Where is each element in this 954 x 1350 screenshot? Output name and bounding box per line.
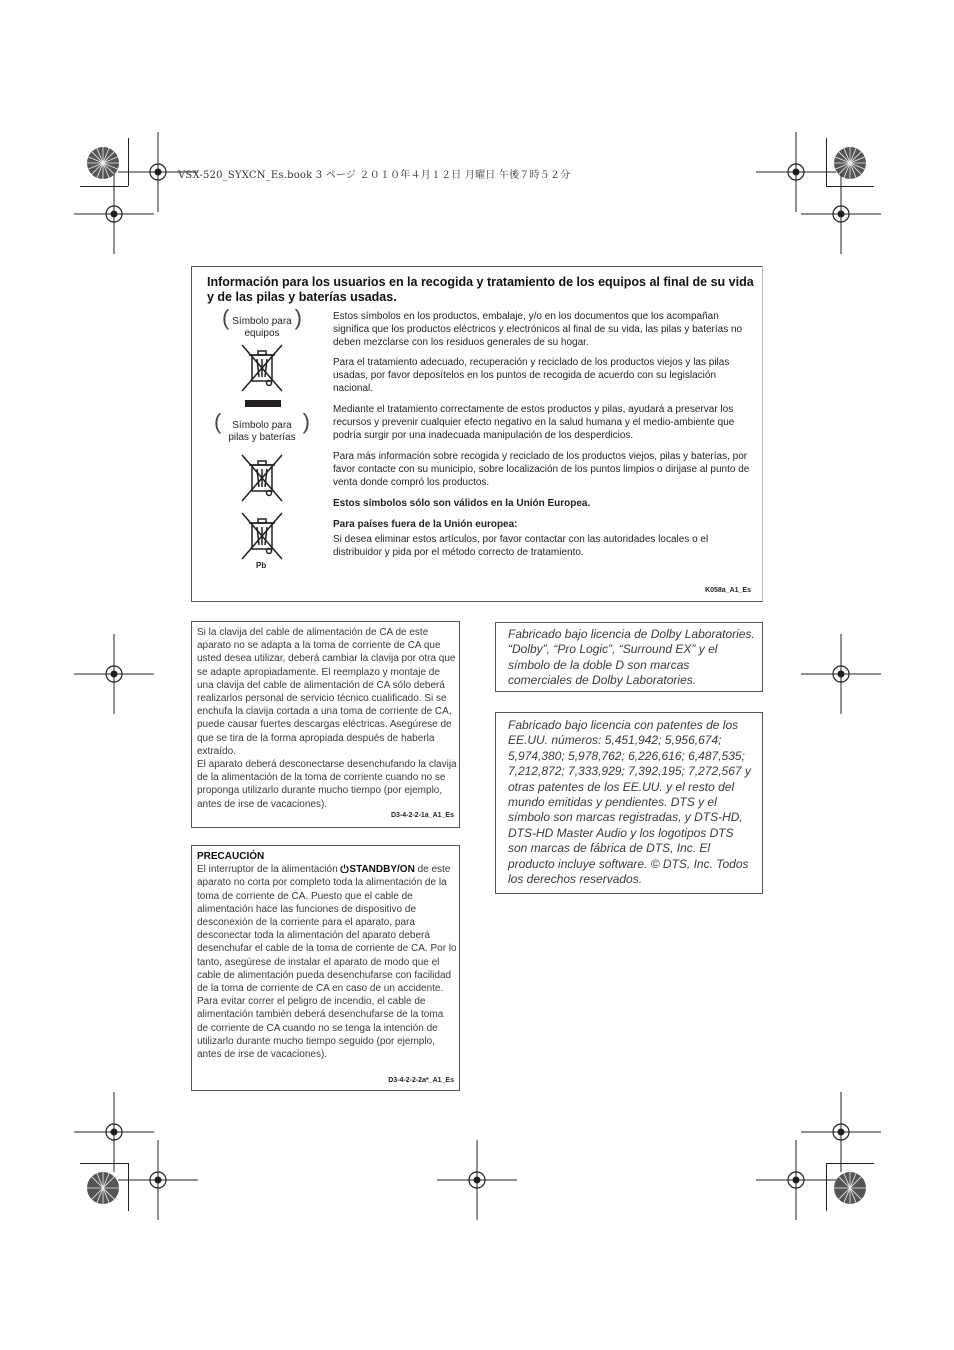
symbol-equipment-label: ( Símbolo para equipos ) bbox=[222, 305, 302, 339]
crossed-bin-battery-icon bbox=[238, 453, 286, 505]
weee-paragraph-2: Para el tratamiento adecuado, recuperación y reciclado de los productos viejos y las pilas usadas, por favor deposítelos en los puntos de recogida de acuerdo con su legislación nacional. bbox=[333, 357, 730, 395]
registration-mark bbox=[756, 1140, 836, 1220]
crossed-bin-icon bbox=[238, 343, 286, 395]
plug-notice-text: Si la clavija del cable de alimentación de CA de este aparato no se adapta a la toma de corriente de CA que usted desea utilizar, deberá cambiar la clavija por otra que se adapte apropiadamente. El reemplazo y montaje de una clavija del cable de alimentación de CA sólo deberá realizarlos personal de servicio técnico cualificado. Si se enchufa la clavija cortada a una toma de corriente de CA, puede causar fuertes descargas eléctricas. Asegúrese de que se tira de la forma apropiada después de haberla extraído. El aparato deberá desconectarse desenchufando la clavija de la alimentación de la toma de corriente cuando no se proponga utilizarlo durante mucho tiempo (por ejemplo, antes de irse de vacaciones). bbox=[197, 627, 457, 810]
registration-mark bbox=[801, 174, 881, 254]
dolby-box bbox=[495, 622, 763, 692]
caution-box bbox=[191, 845, 460, 1091]
registration-mark bbox=[118, 1140, 198, 1220]
weee-paragraph-3: Mediante el tratamiento correctamente de estos productos y pilas, ayudará a preservar los recursos y prevenir cualquier efecto negativo en la salud humana y el medio-ambiente que podría surgir por una inadecuada manipulación de los desperdicios. bbox=[333, 404, 735, 442]
registration-mark bbox=[74, 174, 154, 254]
plug-notice-box bbox=[191, 621, 460, 828]
registration-mark bbox=[74, 634, 154, 714]
bin-bar-icon bbox=[245, 400, 281, 407]
weee-title: Información para los usuarios en la recogida y tratamiento de los equipos al final de su vida y de las pilas y baterías usadas. bbox=[207, 275, 754, 304]
print-header-line: VSX-520_SYXCN_Es.book 3 ページ ２０１０年４月１２日 月曜日 午後７時５２分 bbox=[178, 170, 571, 181]
weee-outside-eu-text: Si desea eliminar estos artículos, por favor contactar con las autoridades locales o el distribuidor y pida por el método correcto de tratamiento. bbox=[333, 534, 709, 559]
symbol-batteries-label: ( Símbolo para pilas y baterías ) bbox=[214, 409, 310, 443]
weee-paragraph-4: Para más información sobre recogida y reciclado de los productos viejos, pilas y baterías, por favor contacte con su municipio, sobre localización de los puntos limpios o dirijase al punto de venta donde compró los productos. bbox=[333, 451, 750, 489]
caution-text: PRECAUCIÓN El interruptor de la alimentación STANDBY/ON de este aparato no corta por completo toda la alimentación de la toma de corriente de CA. Puesto que el cable de alimentación hace las funciones de dispositivo de desconexión de la corriente para el aparato, para desconectar toda la alimentación del aparato deberá desenchufar el cable de la toma de corriente de CA. Por lo tanto, asegúrese de instalar el aparato de modo que el cable de alimentación pueda desenchufarse con facilidad de la toma de corriente de CA en caso de un accidente. Para evitar correr el peligro de incendio, el cable de alimentación también deberá desenchufarse de la toma de corriente de CA cuando no se tenga la intención de utilizarlo durante mucho tiempo seguido (por ejemplo, antes de irse de vacaciones). bbox=[197, 851, 457, 1061]
registration-mark bbox=[437, 1140, 517, 1220]
weee-info-box bbox=[191, 266, 763, 602]
starburst-mark-bottom-left bbox=[86, 1171, 120, 1205]
weee-outside-eu-title: Para países fuera de la Unión europea: bbox=[333, 519, 518, 530]
weee-eu-only: Estos símbolos sólo son válidos en la Unión Europea. bbox=[333, 498, 591, 509]
caution-title: PRECAUCIÓN bbox=[197, 851, 265, 862]
dts-text: Fabricado bajo licencia con patentes de los EE.UU. números: 5,451,942; 5,956,674; 5,974,380; 5,978,762; 6,226,616; 6,487,535; 7,212,872; 7,333,929; 7,392,195; 7,272,567 y otras patentes de los EE.UU. y el resto del mundo emitidas y pendientes. DTS y el símbolo son marcas registradas, y DTS-HD, DTS-HD Master Audio y los logotipos DTS son marcas de fábrica de DTS, Inc. El producto incluye software. © DTS, Inc. Todos los derechos reservados. bbox=[508, 718, 751, 887]
plug-notice-code: D3-4-2-2-1a_A1_Es bbox=[390, 812, 454, 819]
starburst-mark-bottom-right bbox=[833, 1171, 867, 1205]
caution-code: D3-4-2-2-2a*_A1_Es bbox=[388, 1077, 454, 1084]
dts-box bbox=[495, 712, 763, 894]
registration-mark bbox=[801, 634, 881, 714]
pb-label: Pb bbox=[256, 561, 267, 570]
weee-paragraph-1: Estos símbolos en los productos, embalaje, y/o en los documentos que los acompañan significa que los productos eléctricos y electrónicos al final de su vida, las pilas y baterías no deben mezclarse con los residuos generales de su hogar. bbox=[333, 311, 743, 349]
dolby-text: Fabricado bajo licencia de Dolby Laboratories. “Dolby”, “Pro Logic”, “Surround EX” y el símbolo de la doble D son marcas comerciales de Dolby Laboratories. bbox=[508, 627, 755, 688]
weee-code: K058a_A1_Es bbox=[705, 587, 751, 594]
crossed-bin-lead-icon bbox=[238, 511, 286, 563]
